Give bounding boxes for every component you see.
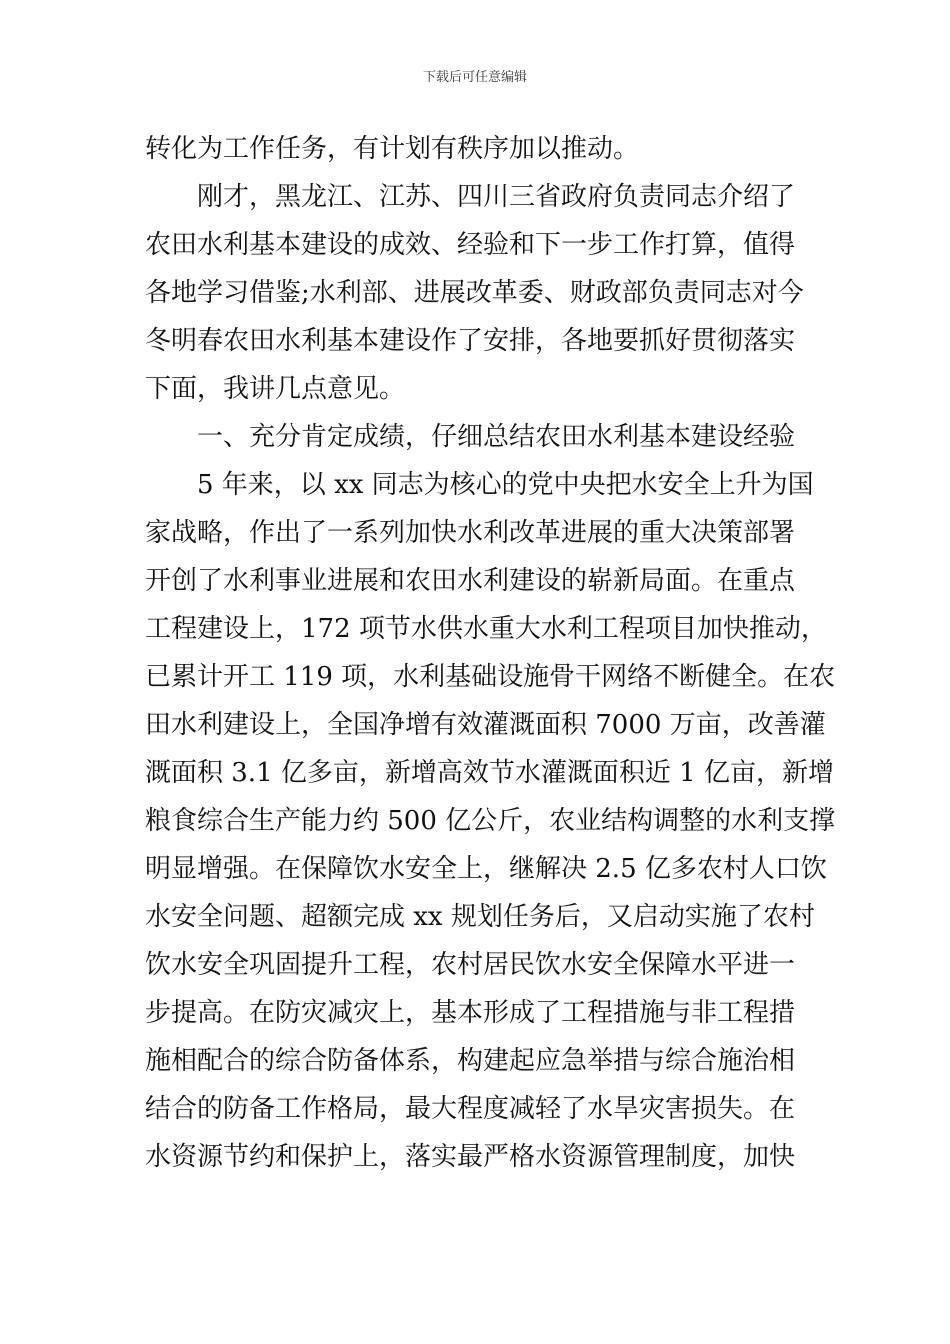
text-line: 已累计开工 119 项，水利基础设施骨干网络不断健全。在农 [145, 662, 836, 692]
text-line: 明显增强。在保障饮水安全上，继解决 2.5 亿多农村人口饮 [145, 854, 827, 884]
text-line: 结合的防备工作格局，最大程度减轻了水旱灾害损失。在 [145, 1094, 796, 1124]
text-line: 步提高。在防灾减灾上，基本形成了工程措施与非工程措 [145, 998, 796, 1028]
text-line: 施相配合的综合防备体系，构建起应急举措与综合施治相 [145, 1046, 796, 1076]
text-line: 田水利建设上，全国净增有效灌溉面积 7000 万亩，改善灌 [145, 710, 826, 740]
document-body [145, 125, 836, 1181]
text-line: 粮食综合生产能力约 500 亿公斤，农业结构调整的水利支撑 [145, 806, 836, 836]
paragraph-start-line: 刚才，黑龙江、江苏、四川三省政府负责同志介绍了 [197, 182, 796, 212]
text-line: 水资源节约和保护上，落实最严格水资源管理制度，加快 [145, 1142, 796, 1172]
text-line: 下面，我讲几点意见。 [145, 374, 406, 404]
text-line: 转化为工作任务，有计划有秩序加以推动。 [145, 134, 640, 164]
paragraph-start-line: 5 年来，以 xx 同志为核心的党中央把水安全上升为国 [197, 470, 814, 500]
text-line: 冬明春农田水利基本建设作了安排，各地要抓好贯彻落实 [145, 326, 796, 356]
page-header: 下载后可任意编辑 [422, 70, 527, 85]
text-line: 工程建设上，172 项节水供水重大水利工程项目加快推动， [145, 614, 827, 644]
text-line: 溉面积 3.1 亿多亩，新增高效节水灌溉面积近 1 亿亩，新增 [145, 758, 834, 788]
text-line: 饮水安全巩固提升工程，农村居民饮水安全保障水平进一 [145, 950, 796, 980]
text-line: 家战略，作出了一系列加快水利改革进展的重大决策部署 [145, 518, 796, 548]
text-line: 水安全问题、超额完成 xx 规划任务后，又启动实施了农村 [145, 902, 815, 932]
text-line: 各地学习借鉴;水利部、进展改革委、财政部负责同志对今 [145, 278, 804, 308]
text-line: 开创了水利事业进展和农田水利建设的崭新局面。在重点 [145, 566, 796, 596]
section-heading: 一、充分肯定成绩，仔细总结农田水利基本建设经验 [197, 422, 796, 452]
text-line: 农田水利基本建设的成效、经验和下一步工作打算，值得 [145, 230, 796, 260]
